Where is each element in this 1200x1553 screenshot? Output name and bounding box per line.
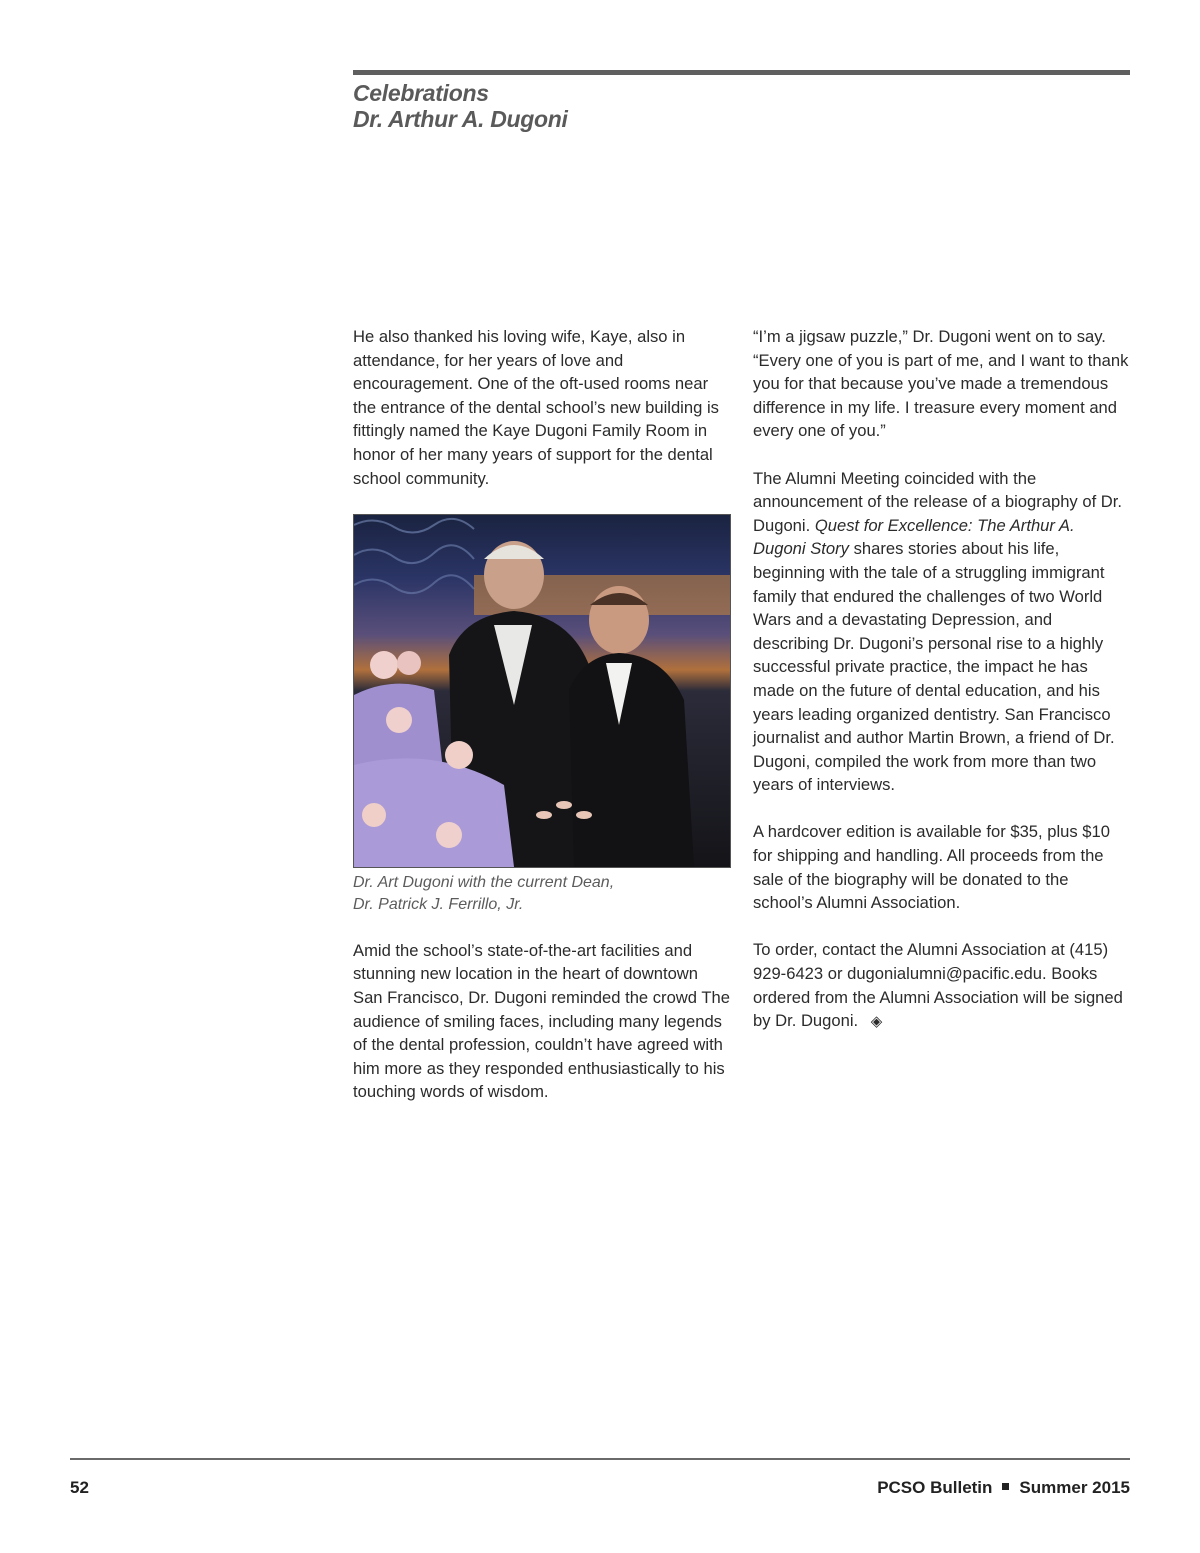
issue-date: Summer 2015 (1019, 1478, 1130, 1497)
left-paragraph-1: He also thanked his loving wife, Kaye, also in attendance, for her years of love and encouragement. One of the oft-used rooms near the entrance of the dental school’s new building is fittingly named the Kaye Dugoni Family Room in honor of her many years of support for the dental school community. (353, 327, 719, 488)
section-title: Celebrations (353, 80, 489, 106)
square-separator-icon (1002, 1483, 1009, 1490)
book-title: Quest for Excellence: The Arthur A. Dugoni Story (753, 515, 1075, 559)
footer-publication (877, 1478, 1130, 1498)
diamond-end-mark-icon: ◈ (870, 1013, 883, 1031)
bottom-rule (70, 1458, 1130, 1460)
left-paragraph-2: Amid the school’s state-of-the-art facilities and stunning new location in the heart of downtown San Francisco, Dr. Dugoni reminded the crowd The audience of smiling faces, including many legends of the dental profession, couldn’t have agreed with him more as they responded enthusiastically to his touching words of wisdom. (353, 940, 730, 1102)
order-info: To order, contact the Alumni Association at (415) 929-6423 or dugonialumni@pacific.edu. Books ordered from the Alumni Association will be signed by Dr. Dugoni. (753, 940, 1123, 1031)
right-paragraph-2-body: shares stories about his life, beginning with the tale of a struggling immigrant family that endured the challenges of two World Wars and a devastating Depression, and describing Dr. Dugoni’s personal rise to a highly successful private practice, the impact he has made on the future of dental education, and his years leading organized dentistry. San Francisco journalist and author Martin Brown, a friend of Dr. Dugoni, compiled the work from more than two years of interviews. (753, 539, 1115, 795)
left-column (353, 325, 731, 1128)
right-paragraph-3: A hardcover edition is available for $35, plus $10 for shipping and handling. All proceeds from the sale of the biography will be donated to the school’s Alumni Association. (753, 822, 1110, 913)
caption-line-1: Dr. Art Dugoni with the current Dean, (353, 873, 615, 891)
article-header (353, 80, 1130, 132)
right-paragraph-1: “I’m a jigsaw puzzle,” Dr. Dugoni went on to say. “Every one of you is part of me, and I want to thank you for that because you’ve made a tremendous difference in my life. I treasure every moment and every one of you.” (753, 327, 1129, 441)
page-number: 52 (70, 1478, 89, 1497)
photo-caption (353, 872, 731, 916)
publication-name: PCSO Bulletin (877, 1478, 993, 1497)
right-paragraph-4 (753, 938, 1131, 1033)
caption-line-2: Dr. Patrick J. Ferrillo, Jr. (353, 895, 524, 913)
right-paragraph-2 (753, 467, 1131, 797)
top-rule (353, 70, 1130, 75)
right-paragraph-2-intro: The Alumni Meeting coincided with the announcement of the release of a biography of Dr. Dugoni. (753, 468, 1122, 535)
cake-cutting-photo-icon (353, 514, 731, 868)
right-column (753, 325, 1131, 1057)
article-title: Dr. Arthur A. Dugoni (353, 106, 568, 132)
